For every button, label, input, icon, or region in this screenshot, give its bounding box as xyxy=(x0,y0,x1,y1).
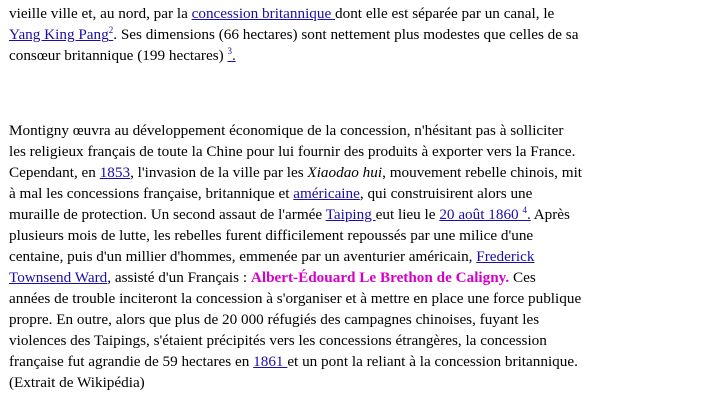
text-line xyxy=(9,351,709,372)
link-text: . xyxy=(231,47,236,64)
text-span: dont elle est séparée par un canal, le xyxy=(335,5,555,22)
text-span: muraille de protection. Un second assaut de l'armée xyxy=(9,206,326,223)
text-span: Ces xyxy=(509,269,536,286)
text-span: et un pont la reliant à la concession britannique. xyxy=(287,353,578,370)
text-span: à mal les concessions française, britannique et xyxy=(9,185,294,202)
text-line xyxy=(9,183,709,204)
text-span: , qui construisirent alors une xyxy=(359,185,533,202)
link-americaine[interactable]: américaine xyxy=(293,185,360,202)
text-line xyxy=(9,162,709,183)
text-span: vieille ville et, au nord, par la xyxy=(9,5,192,22)
text-line: les religieux français de toute la Chine pour lui fournir des produits à exporter vers la France. xyxy=(9,143,576,160)
footnote-ref-2: 2 xyxy=(108,24,114,35)
text-span: française fut agrandie de 59 hectares en xyxy=(9,353,254,370)
italic-term: Xiaodao hui xyxy=(307,164,383,181)
link-text: Yang King Pang xyxy=(9,26,109,43)
text-span: centaine, puis d'un millier d'hommes, emmenée par un aventurier américain, xyxy=(9,248,477,265)
link-frederick[interactable]: Frederick xyxy=(476,248,535,265)
text-line: Montigny œuvra au développement économique de la concession, n'hésitant pas à solliciter xyxy=(9,122,564,139)
text-line: années de trouble inciteront la concession à s'organiser et à mettre en place une force publique xyxy=(9,290,582,307)
text-span: Après xyxy=(530,206,570,223)
link-footnote-3[interactable] xyxy=(227,47,235,64)
link-text: 20 août 1860 xyxy=(439,206,519,223)
text-span: . Ses dimensions (66 hectares) sont nettement plus modestes que celles de sa xyxy=(113,26,579,43)
text-line: violences des Taipings, s'étaient précipités vers les concessions étrangères, la concession xyxy=(9,332,547,349)
text-span: , mouvement rebelle chinois, mit xyxy=(382,164,583,181)
footnote-ref-3: 3 xyxy=(227,45,232,56)
link-20-aout-1860[interactable] xyxy=(439,206,530,223)
text-span: Cependant, en xyxy=(9,164,100,181)
text-line xyxy=(9,204,709,225)
link-1861[interactable]: 1861 xyxy=(253,353,288,370)
link-concession-britannique[interactable]: concession britannique xyxy=(191,5,336,22)
paragraph-2 xyxy=(9,120,709,393)
text-span: , assisté d'un Français : xyxy=(107,269,251,286)
link-text: . xyxy=(526,206,531,223)
text-line: propre. En outre, alors que plus de 20 000 réfugiés des campagnes chinoises, fuyant les xyxy=(9,311,540,328)
text-span: consœur britannique (199 hectares) xyxy=(9,47,228,64)
text-span: eut lieu le xyxy=(375,206,440,223)
highlighted-name: Albert-Édouard Le Brethon de Caligny. xyxy=(250,269,510,286)
text-line: plusieurs mois de lutte, les rebelles furent difficilement repoussés par une milice d'une xyxy=(9,227,534,244)
text-line xyxy=(9,3,709,24)
link-yang-king-pang[interactable] xyxy=(9,26,113,43)
paragraph-1 xyxy=(9,3,709,66)
link-townsend-ward[interactable]: Townsend Ward xyxy=(9,269,108,286)
text-span: , l'invasion de la ville par les xyxy=(130,164,308,181)
source-citation: (Extrait de Wikipédia) xyxy=(9,374,145,391)
text-line xyxy=(9,267,709,288)
link-taiping[interactable]: Taiping xyxy=(325,206,376,223)
link-1853[interactable]: 1853 xyxy=(99,164,131,181)
text-line xyxy=(9,246,709,267)
footnote-ref-4: 4 xyxy=(522,204,527,215)
text-line xyxy=(9,24,709,45)
text-line xyxy=(9,45,709,66)
